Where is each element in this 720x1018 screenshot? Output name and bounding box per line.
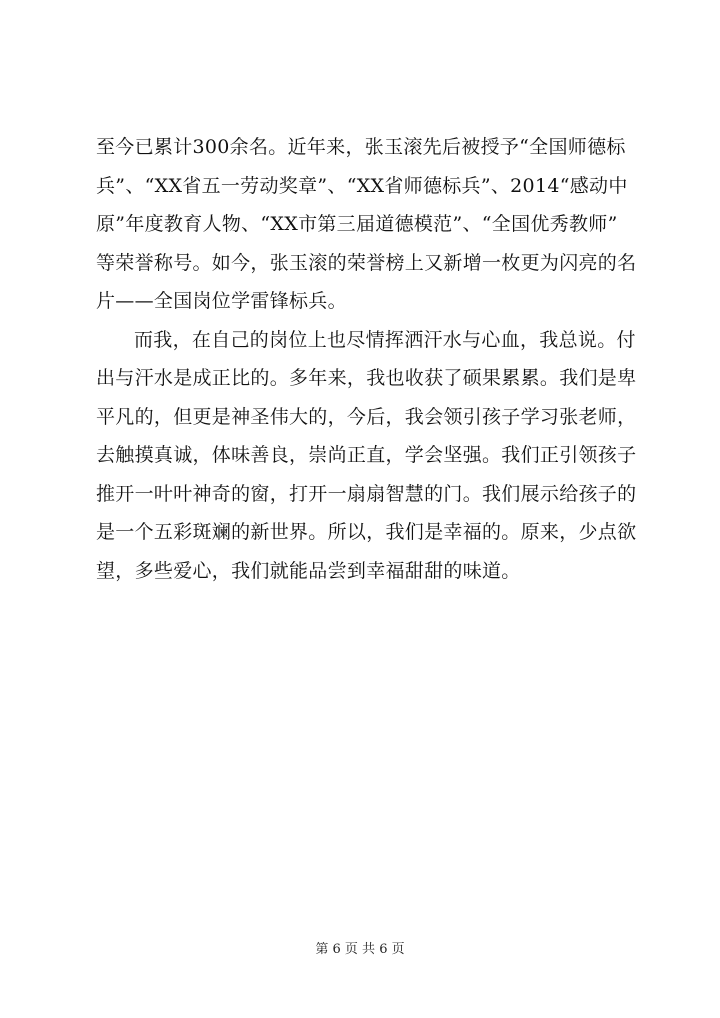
page-number-label: 第 6 页 共 6 页 <box>315 942 405 957</box>
paragraph-line: 望，多些爱心，我们就能品尝到幸福甜甜的味道。 <box>96 559 521 582</box>
paragraph-line: 至今已累计300余名。近年来，张玉滚先后被授予“全国师德标 <box>96 136 626 158</box>
paragraph-line: 平凡的，但更是神圣伟大的，今后，我会领引孩子学习张老师， <box>96 405 637 428</box>
paragraph-2 <box>96 321 636 591</box>
paragraph-line: 兵”、“XX省五一劳动奖章”、“XX省师德标兵”、2014“感动中 <box>96 174 628 197</box>
paragraph-line: 原”年度教育人物、“XX市第三届道德模范”、“全国优秀教师” <box>96 213 618 235</box>
paragraph-line: 推开一叶叶神奇的窗，打开一扇扇智慧的门。我们展示给孩子的 <box>96 482 637 505</box>
paragraph-line: 而我，在自己的岗位上也尽情挥洒汗水与心血，我总说。付 <box>134 328 636 351</box>
paragraph-line: 等荣誉称号。如今，张玉滚的荣誉榜上又新增一枚更为闪亮的名 <box>96 251 637 274</box>
paragraph-line: 是一个五彩斑斓的新世界。所以，我们是幸福的。原来，少点欲 <box>96 521 637 543</box>
paragraph-line: 去触摸真诚，体味善良，崇尚正直，学会坚强。我们正引领孩子 <box>96 444 637 466</box>
paragraph-1 <box>96 128 636 321</box>
paragraph-line: 片——全国岗位学雷锋标兵。 <box>96 290 347 312</box>
paragraph-line: 出与汗水是成正比的。多年来，我也收获了硕果累累。我们是卑 <box>96 367 637 389</box>
page-footer <box>0 938 720 957</box>
document-body <box>96 128 636 590</box>
